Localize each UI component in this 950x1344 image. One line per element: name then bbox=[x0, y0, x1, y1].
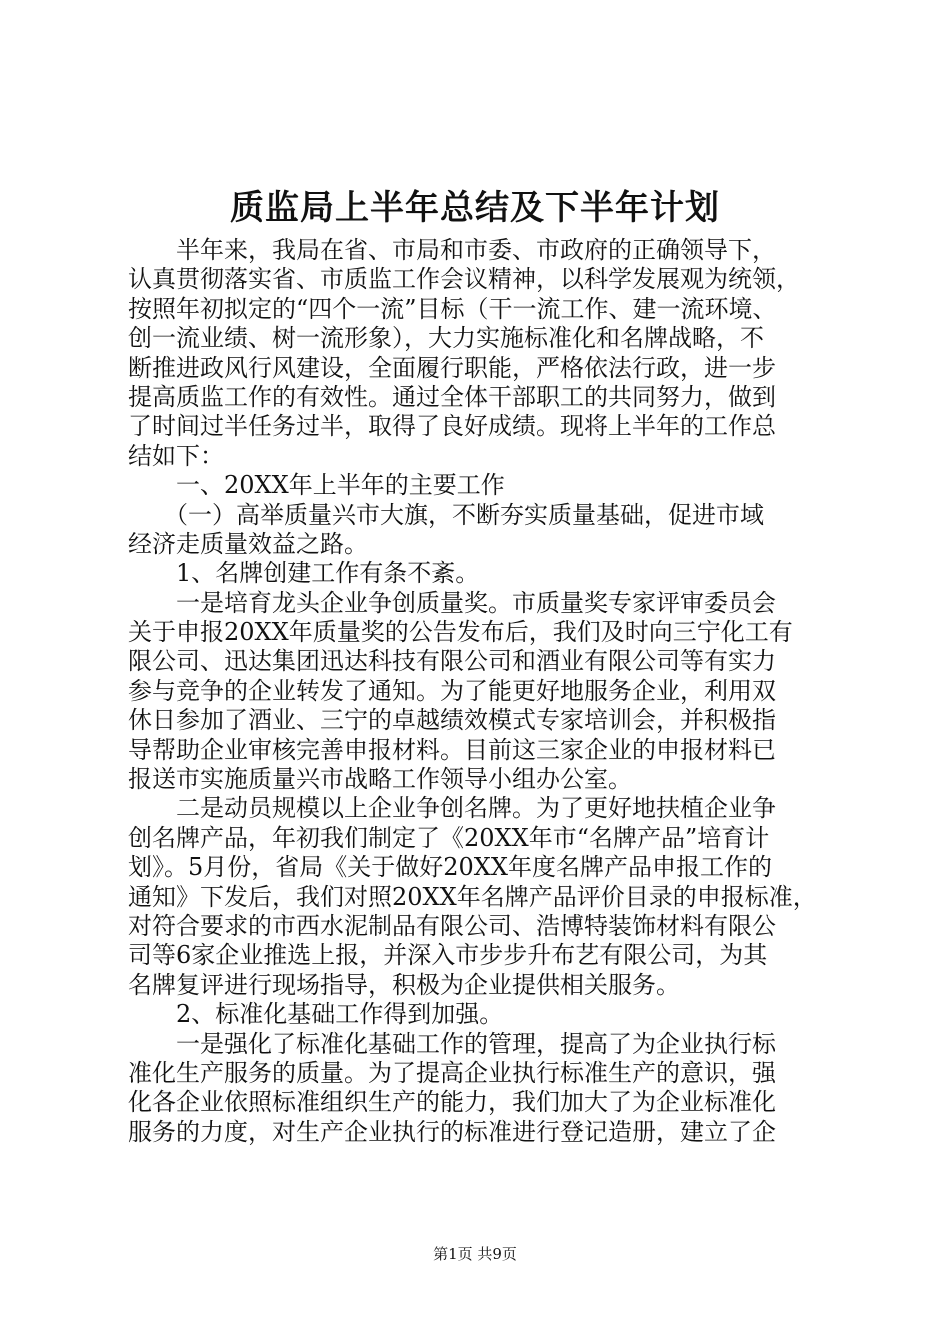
body-line: 了时间过半任务过半，取得了良好成绩。现将上半年的工作总 bbox=[128, 412, 776, 441]
body-line: 创名牌产品，年初我们制定了《20XX年市“名牌产品”培育计 bbox=[128, 823, 770, 852]
body-line: 服务的力度，对生产企业执行的标准进行登记造册，建立了企 bbox=[128, 1117, 776, 1146]
body-line: 参与竞争的企业转发了通知。为了能更好地服务企业，利用双 bbox=[128, 676, 776, 705]
body-line: 断推进政风行风建设，全面履行职能，严格依法行政，进一步 bbox=[128, 353, 776, 382]
section-heading: 一、20XX年上半年的主要工作 bbox=[128, 471, 505, 500]
body-line: 休日参加了酒业、三宁的卓越绩效模式专家培训会，并积极指 bbox=[128, 706, 776, 735]
body-line: 划》。5月份，省局《关于做好20XX年度名牌产品申报工作的 bbox=[128, 853, 772, 882]
body-line: 一是培育龙头企业争创质量奖。市质量奖专家评审委员会 bbox=[128, 588, 776, 617]
body-line: 导帮助企业审核完善申报材料。目前这三家企业的申报材料已 bbox=[128, 735, 776, 764]
body-line: 二是动员规模以上企业争创名牌。为了更好地扶植企业争 bbox=[128, 794, 776, 823]
body-line: 司等6家企业推选上报，并深入市步步升布艺有限公司，为其 bbox=[128, 941, 768, 970]
body-line: 一是强化了标准化基础工作的管理，提高了为企业执行标 bbox=[128, 1029, 776, 1058]
body-line: （一）高举质量兴市大旗，不断夯实质量基础，促进市域 bbox=[128, 500, 764, 529]
subsection-heading: 2、标准化基础工作得到加强。 bbox=[128, 1000, 504, 1029]
body-line: 名牌复评进行现场指导，积极为企业提供相关服务。 bbox=[128, 970, 680, 999]
body-line: 创一流业绩、树一流形象），大力实施标准化和名牌战略，不 bbox=[128, 324, 764, 353]
body-line: 关于申报20XX年质量奖的公告发布后，我们及时向三宁化工有 bbox=[128, 618, 793, 647]
body-line: 报送市实施质量兴市战略工作领导小组办公室。 bbox=[128, 765, 632, 794]
body-line: 结如下： bbox=[128, 441, 224, 470]
body-line: 半年来，我局在省、市局和市委、市政府的正确领导下， bbox=[128, 236, 776, 264]
body-line: 准化生产服务的质量。为了提高企业执行标准生产的意识，强 bbox=[128, 1058, 776, 1087]
page-footer: 第1页 共9页 bbox=[433, 1245, 517, 1263]
document-body bbox=[128, 236, 838, 1147]
body-line: 通知》下发后，我们对照20XX年名牌产品评价目录的申报标准， bbox=[128, 882, 817, 911]
body-line: 化各企业依照标准组织生产的能力，我们加大了为企业标准化 bbox=[128, 1088, 776, 1117]
body-line: 限公司、迅达集团迅达科技有限公司和酒业有限公司等有实力 bbox=[128, 647, 776, 676]
body-line: 认真贯彻落实省、市质监工作会议精神，以科学发展观为统领， bbox=[128, 265, 800, 294]
document-title: 质监局上半年总结及下半年计划 bbox=[230, 188, 720, 228]
subsection-heading: 1、名牌创建工作有条不紊。 bbox=[128, 559, 480, 588]
body-line: 提高质监工作的有效性。通过全体干部职工的共同努力，做到 bbox=[128, 382, 776, 411]
body-line: 按照年初拟定的“四个一流”目标（干一流工作、建一流环境、 bbox=[128, 294, 777, 323]
body-line: 经济走质量效益之路。 bbox=[128, 529, 368, 558]
body-line: 对符合要求的市西水泥制品有限公司、浩博特装饰材料有限公 bbox=[128, 911, 776, 940]
